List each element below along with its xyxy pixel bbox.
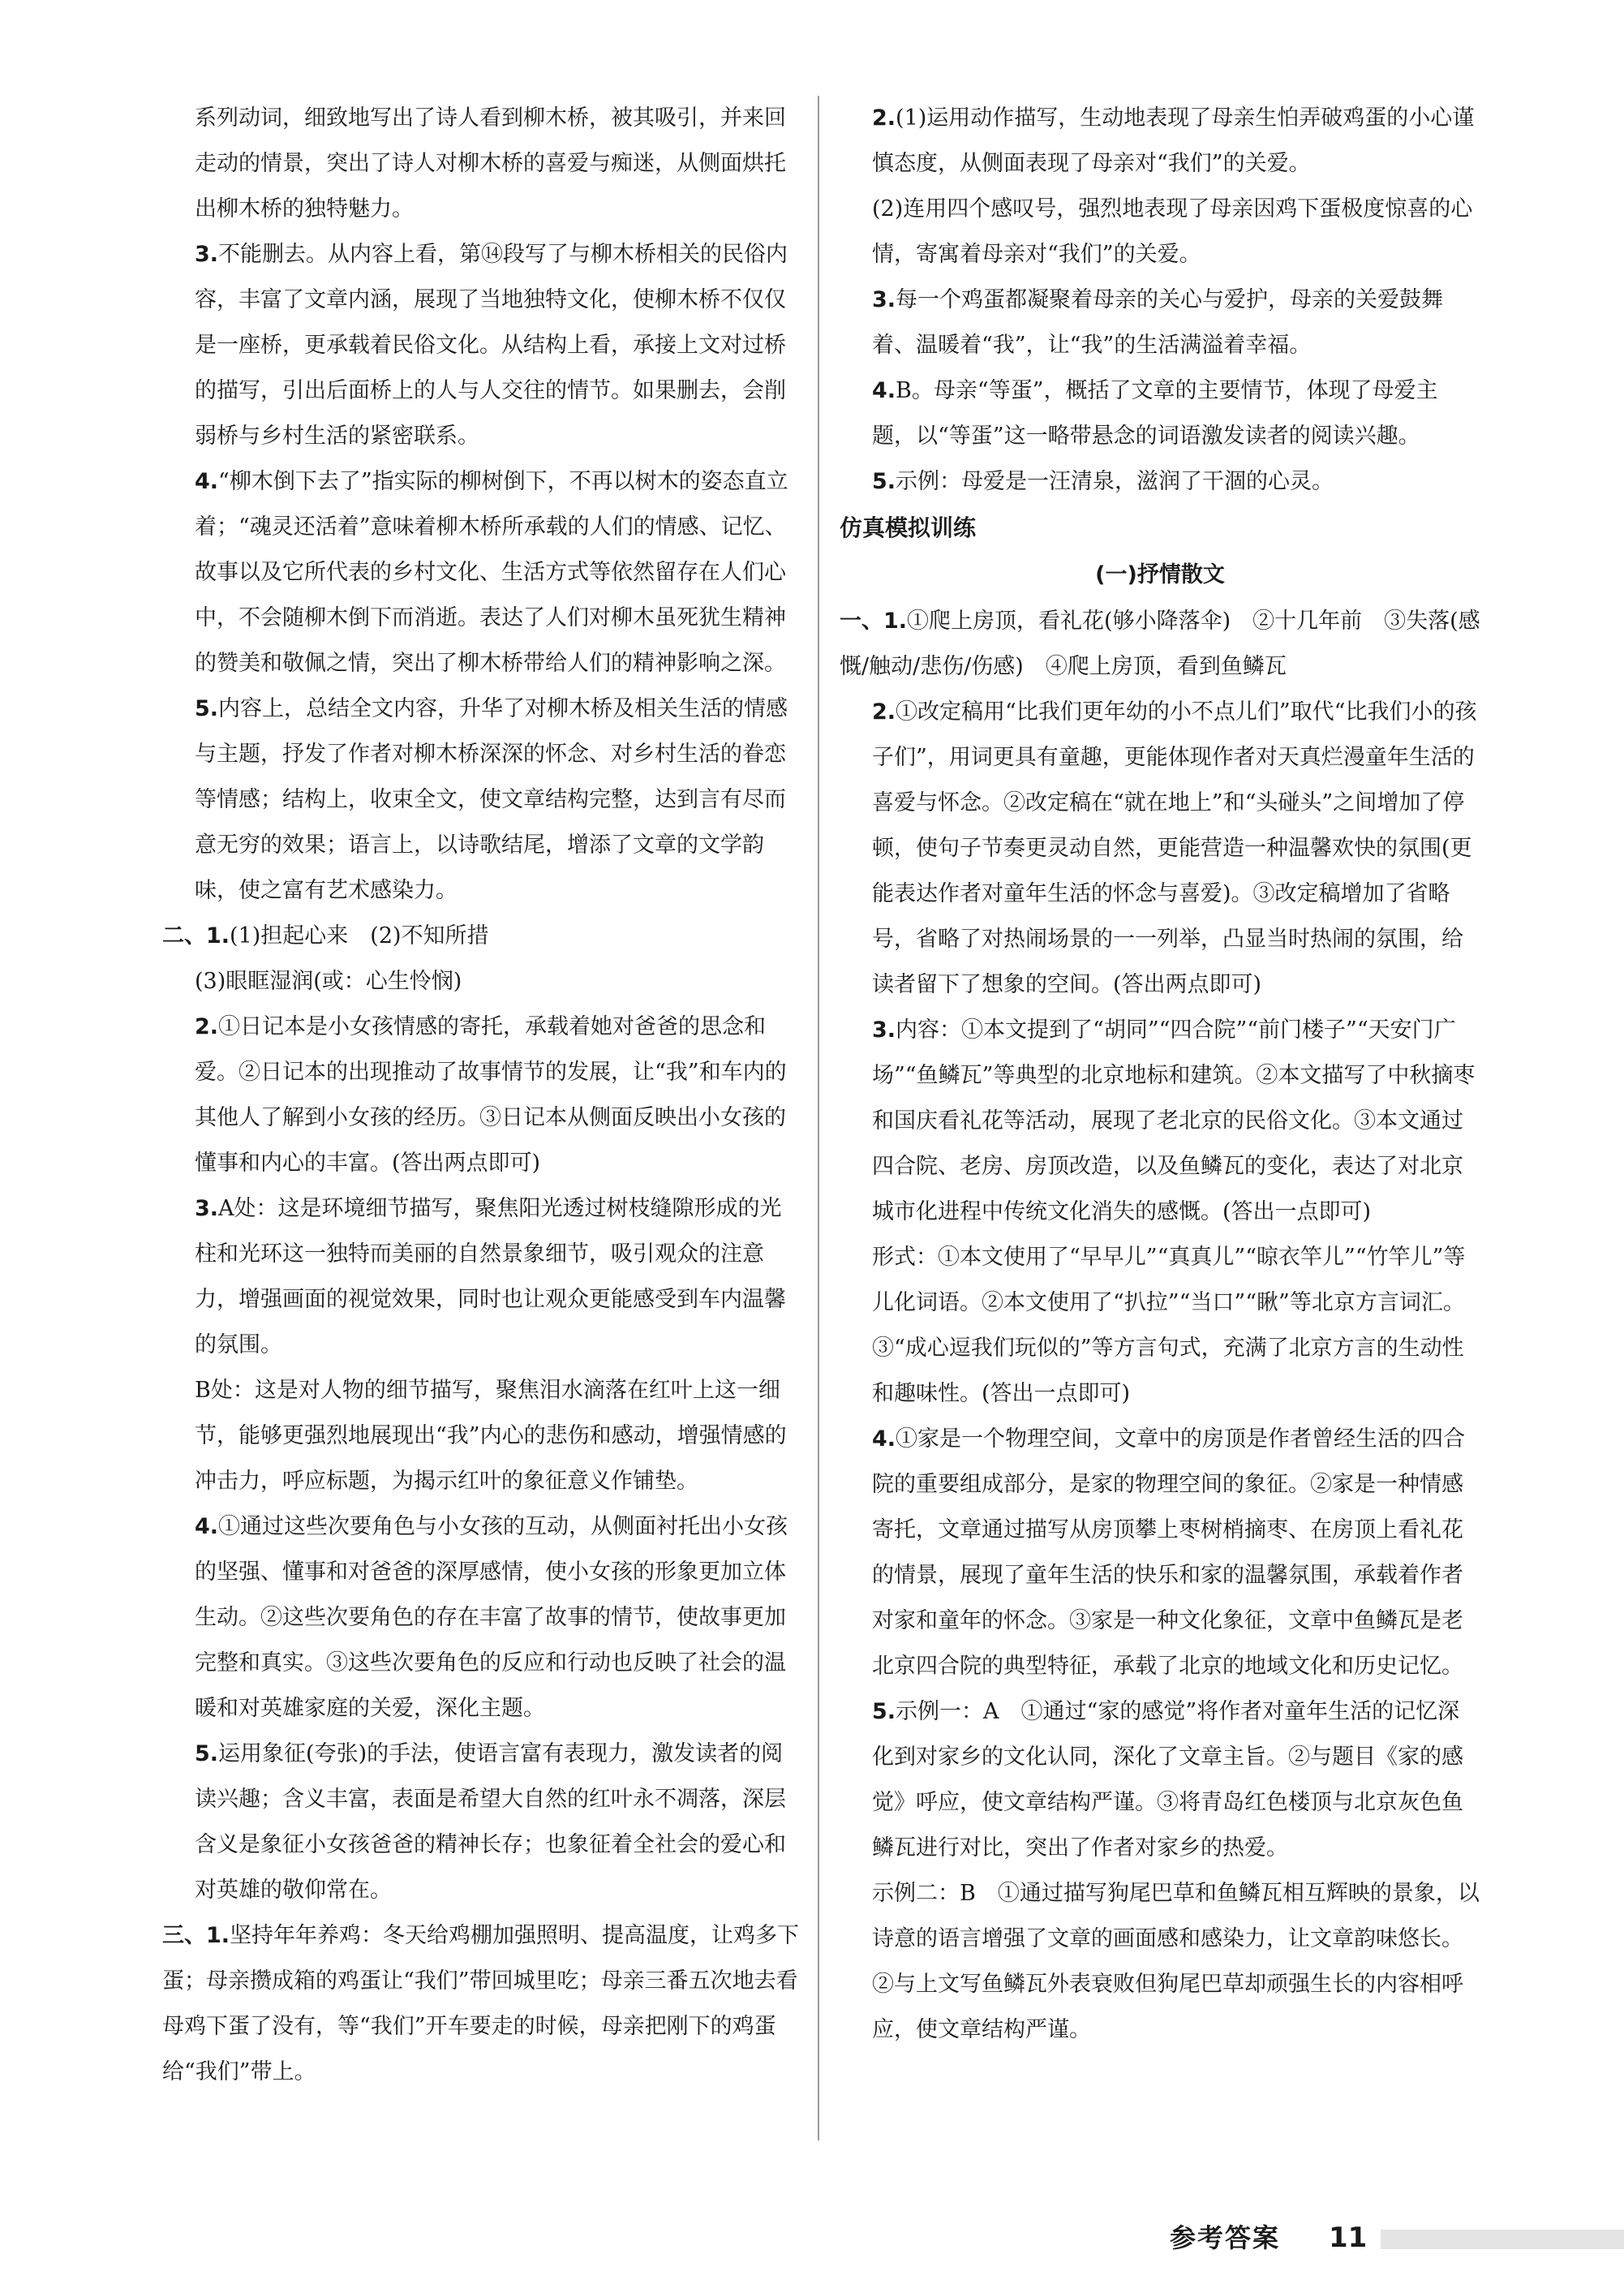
column-divider [818,96,819,2140]
answer-number: 2. [872,105,896,131]
answer-number: 5. [195,696,219,721]
section-2-answer-4 [162,1504,803,1732]
section-2-answer-3 [162,1186,803,1368]
answer-text: “柳木倒下去了”指实际的柳树倒下，不再以树木的姿态直立着；“魂灵还活着”意味着柳木桥所承载的人们的情感、记忆、故事以及它所代表的乡村文化、生活方式等依然留存在人们心中，不会随柳木倒下而消逝。表达了人们对柳木虽死犹生精神的赞美和敬佩之情，突出了柳木桥带给人们的精神影响之深。 [195,469,788,676]
section-2-answer-1 [162,914,803,959]
section-1-answer-5-example-2: 示例二：B ①通过描写狗尾巴草和鱼鳞瓦相互辉映的景象，以诗意的语言增强了文章的画面感和感染力，让文章韵味悠长。②与上文写鱼鳞瓦外表衰败但狗尾巴草却顽强生长的内容相呼应，使文章结构严谨。 [872,1881,1480,2042]
page-footer [1170,2213,1624,2262]
answer-text: ①日记本是小女孩情感的寄托，承载着她对爸爸的思念和爱。②日记本的出现推动了故事情节的发展，让“我”和车内的其他人了解到小女孩的经历。③日记本从侧面反映出小女孩的懂事和内心的丰富。(答出两点即可) [195,1014,787,1176]
answer-number: 4. [872,378,896,403]
answer-number: 4. [195,469,219,494]
answer-number: 2. [872,699,896,725]
section-title: 仿真模拟训练 [840,514,977,541]
answer-text: 内容：①本文提到了“胡同”“四合院”“前门楼子”“天安门广场”“鱼鳞瓦”等典型的北京地标和建筑。②本文描写了中秋摘枣和国庆看礼花等活动，展现了老北京的民俗文化。③本文通过四合院、老房、房顶改造，以及鱼鳞瓦的变化，表达了对北京城市化进程中传统文化消失的感慨。(答出一点即可) [872,1017,1476,1224]
section-2-answer-3-b: B处：这是对人物的细节描写，聚焦泪水滴落在红叶上这一细节，能够更强烈地展现出“我”内心的悲伤和感动，增强情感的冲击力，呼应标题，为揭示红叶的象征意义作铺垫。 [195,1378,787,1494]
sub-title: (一)抒情散文 [1095,562,1225,587]
answer-text: (1)担起心来 (2)不知所措 [230,923,489,949]
answer-number: 3. [872,287,896,312]
continued-answer: 系列动词，细致地写出了诗人看到柳木桥，被其吸引，并来回走动的情景，突出了诗人对柳木桥的喜爱与痴迷，从侧面烘托出柳木桥的独特魅力。 [195,105,786,222]
answer-text: 不能删去。从内容上看，第⑭段写了与柳木桥相关的民俗内容，丰富了文章内涵，展现了当地独特文化，使柳木桥不仅仅是一座桥，更承载着民俗文化。从结构上看，承接上文对过桥的描写，引出后面桥上的人与人交往的情节。如果删去，会削弱桥与乡村生活的紧密联系。 [195,242,788,449]
answer-number: 3. [195,1196,219,1221]
left-column [162,96,803,2095]
answer-text: A处：这是环境细节描写，聚焦阳光透过树枝缝隙形成的光柱和光环这一独特而美丽的自然景象细节，吸引观众的注意力，增强画面的视觉效果，同时也让观众更能感受到车内温馨的氛围。 [195,1196,786,1357]
section-1-answer-4 [840,1417,1480,1689]
answer-text: 坚持年年养鸡：冬天给鸡棚加强照明、提高温度，让鸡多下蛋；母亲攒成箱的鸡蛋让“我们”带回城里吃；母亲三番五次地去看母鸡下蛋了没有，等“我们”开车要走的时候，母亲把刚下的鸡蛋给“我们”带上。 [162,1923,800,2084]
answer-number: 2. [195,1014,219,1039]
answer-text: 内容上，总结全文内容，升华了对柳木桥及相关生活的情感与主题，抒发了作者对柳木桥深深的怀念、对乡村生活的眷恋等情感；结构上，收束全文，使文章结构完整，达到言有尽而意无穷的效果；语言上，以诗歌结尾，增添了文章的文学韵味，使之富有艺术感染力。 [195,696,788,903]
section-label: 二、1. [162,923,230,949]
footer-bar [1381,2230,1624,2249]
answer-number: 3. [195,242,219,267]
answer-number: 4. [872,1426,896,1452]
answer-text: ①改定稿用“比我们更年幼的小不点儿们”取代“比我们小的孩子们”，用词更具有童趣，更能体现作者对天真烂漫童年生活的喜爱与怀念。②改定稿在“就在地上”和“头碰头”之间增加了停顿，使句子节奏更灵动自然，更能营造一种温馨欢快的氛围(更能表达作者对童年生活的怀念与喜爱)。③改定稿增加了省略号，省略了对热闹场景的一一列举，凸显当时热闹的氛围，给读者留下了想象的空间。(答出两点即可) [872,699,1477,997]
answer-number: 3. [872,1017,896,1043]
section-1-answer-2 [840,690,1480,1008]
answer-4 [162,459,803,686]
section-1-answer-5 [840,1689,1480,1871]
page-number: 11 [1329,2222,1368,2254]
answer-number: 5. [195,1741,219,1766]
answer-number: 4. [195,1514,219,1539]
footer-label: 参考答案 [1170,2222,1281,2253]
answer-2-b: (2)连用四个感叹号，强烈地表现了母亲因鸡下蛋极度惊喜的心情，寄寓着母亲对“我们”的关爱。 [872,196,1473,267]
section-2-answer-2 [162,1004,803,1186]
section-2-answer-5 [162,1732,803,1913]
answer-4 [840,368,1480,459]
section-label: 三、1. [162,1923,230,1948]
answer-text: ①通过这些次要角色与小女孩的互动，从侧面衬托出小女孩的坚强、懂事和对爸爸的深厚感情，使小女孩的形象更加立体生动。②这些次要角色的存在丰富了故事的情节，使故事更加完整和真实。③这些次要角色的反应和行动也反映了社会的温暖和对英雄家庭的关爱，深化主题。 [195,1514,788,1721]
answer-5 [840,459,1480,505]
right-column [840,96,1480,2053]
answer-text: 每一个鸡蛋都凝聚着母亲的关心与爱护，母亲的关爱鼓舞着、温暖着“我”，让“我”的生活满溢着幸福。 [872,287,1444,358]
answer-text: 运用象征(夸张)的手法，使语言富有表现力，激发读者的阅读兴趣；含义丰富，表面是希望大自然的红叶永不凋落，深层含义是象征小女孩爸爸的精神长存；也象征着全社会的爱心和对英雄的敬仰常在。 [195,1741,786,1903]
section-label: 一、1. [840,609,908,634]
answer-2 [840,96,1480,187]
answer-text: B。母亲“等蛋”，概括了文章的主要情节，体现了母爱主题，以“等蛋”这一略带悬念的词语激发读者的阅读兴趣。 [872,378,1438,449]
answer-3 [162,232,803,459]
answer-text: (1)运用动作描写，生动地表现了母亲生怕弄破鸡蛋的小心谨慎态度，从侧面表现了母亲对“我们”的关爱。 [872,105,1475,176]
answer-text: ①爬上房顶，看礼花(够小降落伞) ②十几年前 ③失落(感慨/触动/悲伤/伤感) ④爬上房顶，看到鱼鳞瓦 [840,609,1480,679]
answer-number: 5. [872,1699,896,1724]
answer-3 [840,277,1480,368]
section-3-answer-1 [162,1913,803,2095]
answer-text: 示例：母爱是一汪清泉，滋润了干涸的心灵。 [896,469,1334,494]
section-2-answer-1-cont: (3)眼眶湿润(或：心生怜悯) [195,969,462,994]
answer-5 [162,686,803,914]
answer-number: 5. [872,469,896,494]
answer-text: ①家是一个物理空间，文章中的房顶是作者曾经生活的四合院的重要组成部分，是家的物理空间的象征。②家是一种情感寄托，文章通过描写从房顶攀上枣树梢摘枣、在房顶上看礼花的情景，展现了童年生活的快乐和家的温馨氛围，承载着作者对家和童年的怀念。③家是一种文化象征，文章中鱼鳞瓦是老北京四合院的典型特征，承载了北京的地域文化和历史记忆。 [872,1426,1466,1679]
answer-text: 示例一：A ①通过“家的感觉”将作者对童年生活的记忆深化到对家乡的文化认同，深化了文章主旨。②与题目《家的感觉》呼应，使文章结构严谨。③将青岛红色楼顶与北京灰色鱼鳞瓦进行对比，突出了作者对家乡的热爱。 [872,1699,1463,1861]
section-1-answer-3-form: 形式：①本文使用了“早早儿”“真真儿”“晾衣竿儿”“竹竿儿”等儿化词语。②本文使用了“扒拉”“当口”“瞅”等北京方言词汇。③“成心逗我们玩似的”等方言句式，充满了北京方言的生动性和趣味性。(答出一点即可) [872,1245,1466,1406]
section-1-answer-1 [840,599,1480,690]
section-1-answer-3 [840,1008,1480,1235]
